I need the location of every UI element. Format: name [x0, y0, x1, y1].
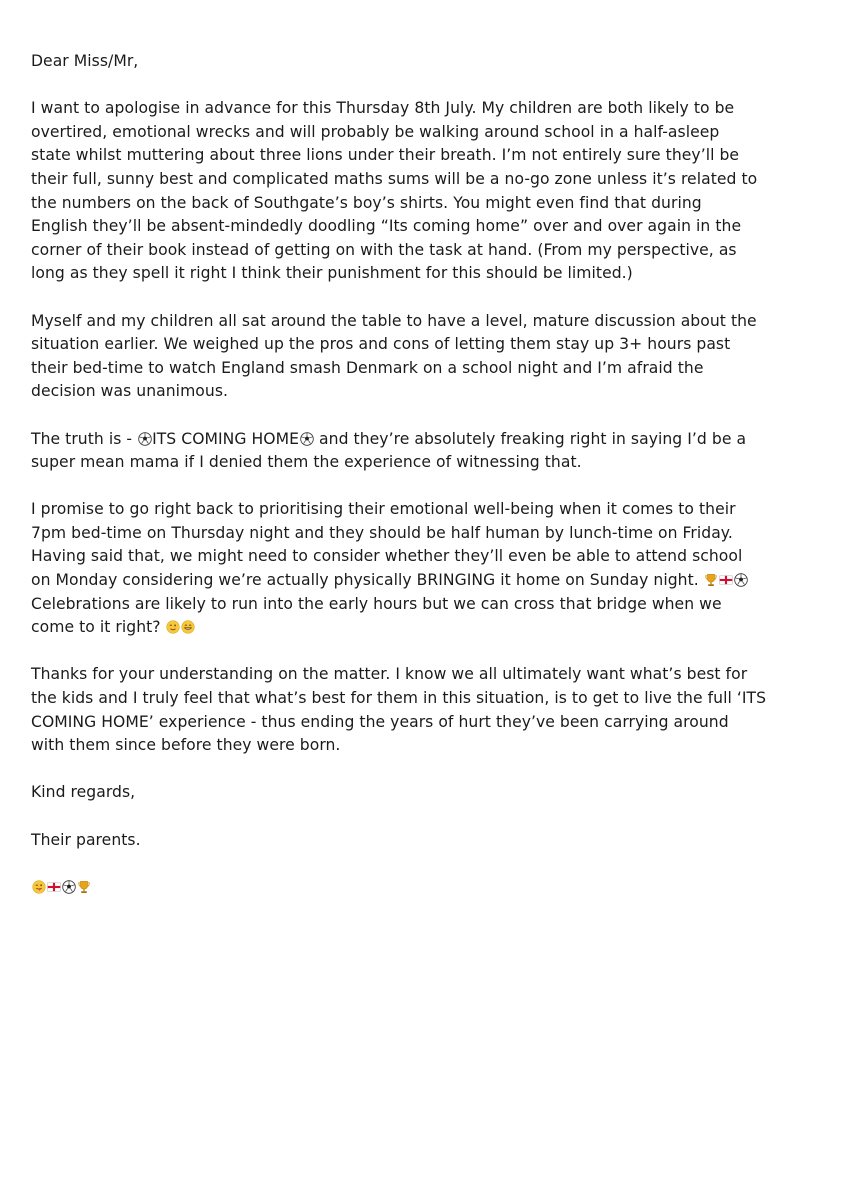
paragraph-line: the kids and I truly feel that what’s best for them in this situation, is to get to live the full ‘ITS: [31, 689, 767, 708]
paragraph-line: their bed-time to watch England smash Denmark on a school night and I’m afraid the: [31, 358, 704, 377]
football-emoji-icon: [62, 880, 76, 894]
football-emoji-icon: [734, 573, 748, 587]
text-fragment: The truth is -: [31, 429, 138, 448]
paragraph-line: overtired, emotional wrecks and will probably be walking around school in a half-asleep: [31, 122, 720, 141]
paragraph-apology: [31, 97, 826, 286]
paragraph-discussion: [31, 310, 826, 404]
paragraph-thanks: [31, 663, 826, 757]
paragraph-line: their full, sunny best and complicated maths sums will be a no-go zone unless it’s related to: [31, 169, 758, 188]
letter-body: [31, 50, 826, 923]
paragraph-line: decision was unanimous.: [31, 382, 229, 401]
emoji-signoff: [31, 876, 826, 900]
paragraph-line: [31, 428, 826, 452]
winking-tongue-face-emoji-icon: [32, 880, 46, 894]
paragraph-line: Having said that, we might need to consider whether they’ll even be able to attend school: [31, 547, 743, 566]
football-emoji-icon: [300, 432, 314, 446]
paragraph-line: corner of their book instead of getting on with the task at hand. (From my perspective, as: [31, 240, 737, 259]
salutation: Dear Miss/Mr,: [31, 52, 139, 70]
paragraph-line: super mean mama if I denied them the experience of witnessing that.: [31, 453, 582, 472]
trophy-emoji-icon: [704, 573, 718, 587]
paragraph-line: situation earlier. We weighed up the pros and cons of letting them stay up 3+ hours past: [31, 335, 731, 354]
text-fragment: and they’re absolutely freaking right in saying I’d be a: [314, 429, 747, 448]
paragraph-line: 7pm bed-time on Thursday night and they should be half human by lunch-time on Friday.: [31, 523, 733, 542]
signature: Their parents.: [31, 830, 141, 849]
paragraph-line: [31, 569, 826, 593]
paragraph-line: long as they spell it right I think their punishment for this should be limited.): [31, 264, 633, 283]
paragraph-line: I want to apologise in advance for this Thursday 8th July. My children are both likely to be: [31, 99, 735, 118]
paragraph-line: Celebrations are likely to run into the early hours but we can cross that bridge when we: [31, 594, 722, 613]
winking-face-emoji-icon: [166, 620, 180, 634]
paragraph-truth: [31, 428, 826, 475]
paragraph-line: [31, 616, 826, 640]
trophy-emoji-icon: [77, 880, 91, 894]
paragraph-line: Thanks for your understanding on the matter. I know we all ultimately want what’s best for: [31, 665, 748, 684]
text-fragment: ITS COMING HOME: [152, 429, 300, 448]
text-fragment: on Monday considering we’re actually physically BRINGING it home on Sunday night.: [31, 571, 704, 590]
england-flag-emoji-icon: [47, 880, 61, 894]
paragraph-line: English they’ll be absent-mindedly doodling “Its coming home” over and over again in the: [31, 217, 742, 236]
paragraph-line: state whilst muttering about three lions under their breath. I’m not entirely sure they’ll be: [31, 146, 740, 165]
paragraph-line: COMING HOME’ experience - thus ending the years of hurt they’ve been carrying around: [31, 712, 729, 731]
paragraph-line: with them since before they were born.: [31, 736, 341, 755]
grinning-face-emoji-icon: [181, 620, 195, 634]
paragraph-line: I promise to go right back to prioritising their emotional well-being when it comes to their: [31, 500, 736, 519]
football-emoji-icon: [138, 432, 152, 446]
closing: Kind regards,: [31, 783, 136, 802]
england-flag-emoji-icon: [719, 573, 733, 587]
paragraph-line: the numbers on the back of Southgate’s boy’s shirts. You might even find that during: [31, 193, 702, 212]
text-fragment: come to it right?: [31, 618, 166, 637]
paragraph-promise: [31, 498, 826, 640]
paragraph-line: Myself and my children all sat around the table to have a level, mature discussion about the: [31, 311, 757, 330]
